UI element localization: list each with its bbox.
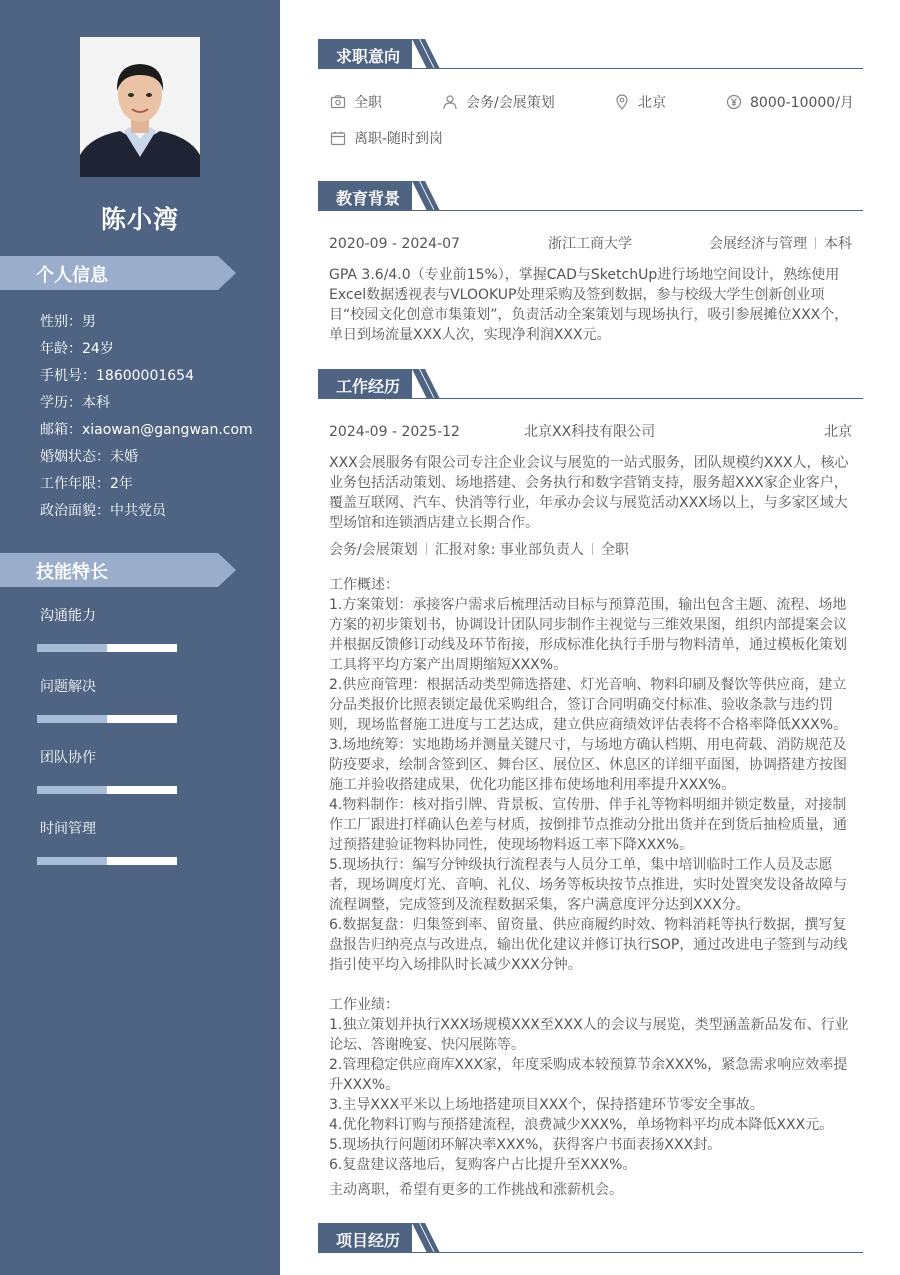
info-political: 政治面貌：中共党员 — [40, 503, 166, 519]
intent-status-text: 离职-随时到岗 — [354, 131, 444, 147]
skill-bar — [37, 715, 177, 723]
education-school: 浙江工商大学 — [548, 236, 632, 252]
work-detail-line: 4.物料制作：核对指引牌、背景板、宣传册、伴手礼等物料明细并锁定数量，对接制作工厂跟进打样确认色差与材质，按倒排节点推动分批出货并在到货后抽检质量，通过预搭建验证物料协同性，使现场物料返工率下降XXX%。 — [329, 797, 847, 853]
slash-decoration-icon — [410, 1220, 444, 1254]
section-header-intent — [318, 36, 863, 70]
info-email: 邮箱：xiaowan@gangwan.com — [40, 422, 253, 438]
yen-icon — [726, 94, 742, 110]
candidate-name: 陈小湾 — [100, 205, 179, 234]
section-tab — [318, 1223, 412, 1253]
work-detail-line: 3.主导XXX平米以上场地搭建项目XXX个，保持搭建环节零安全事故。 — [329, 1097, 764, 1113]
work-detail-line — [329, 975, 854, 995]
work-tags — [329, 540, 629, 560]
education-desc-text: GPA 3.6/4.0（专业前15%），掌握CAD与SketchUp进行场地空间设计，熟练使用Excel数据透视表与VLOOKUP处理采购及签到数据，参与校级大学生创新创业项目“校园文化创意市集策划”，负责活动全案策划与现场执行，吸引参展摊位XXX个，单日到场流量XXX人次，实现净利润XXX元。 — [329, 267, 849, 343]
intent-salary-text: 8000-10000/月 — [750, 95, 854, 111]
work-company-desc-text: XXX会展服务有限公司专注企业会议与展览的一站式服务，团队规模约XXX人，核心业务包括活动策划、场地搭建、会务执行和数字营销支持，服务超XXX家企业客户，覆盖互联网、汽车、快消等行业，年承办会议与展览活动XXX场以上，与多家区域大型场馆和连锁酒店建立长期合作。 — [329, 455, 849, 531]
separator — [815, 237, 816, 249]
section-title: 工作经历 — [336, 377, 401, 396]
slash-decoration-icon — [410, 36, 444, 70]
section-header-work — [318, 366, 863, 400]
intent-type-text: 全职 — [354, 95, 382, 111]
work-detail-line: 工作概述： — [329, 577, 399, 593]
skill-level-fill — [37, 786, 107, 794]
info-age: 年龄：24岁 — [40, 341, 114, 357]
work-detail-line: 1.独立策划并执行XXX场规模XXX至XXX人的会议与展览，类型涵盖新品发布、行业论坛、答谢晚宴、快闪展陈等。 — [329, 1017, 849, 1053]
education-degree: 本科 — [824, 236, 852, 252]
skill-level-fill — [37, 715, 107, 723]
info-marital: 婚姻状态：未婚 — [40, 449, 138, 465]
location-icon — [614, 94, 630, 110]
work-leave-reason: 主动离职，希望有更多的工作挑战和涨薪机会。 — [329, 1182, 623, 1198]
section-tab — [318, 39, 412, 69]
work-detail-line: 6.复盘建议落地后，复购客户占比提升至XXX%。 — [329, 1157, 637, 1173]
intent-type — [330, 93, 382, 113]
work-detail-line: 2.供应商管理：根据活动类型筛选搭建、灯光音响、物料印刷及餐饮等供应商，建立分品类报价比照表锁定最优采购组合，签订合同明确交付标准、验收条款与违约罚则，现场监督施工进度与工艺达成，建立供应商绩效评估表将不合格率降低XXX%。 — [329, 677, 848, 733]
separator — [592, 543, 593, 555]
skill-item — [40, 820, 96, 838]
skill-item — [40, 749, 96, 767]
work-detail-line: 工作业绩： — [329, 997, 399, 1013]
intent-position — [442, 93, 555, 113]
profile-photo — [80, 37, 200, 177]
skill-name: 时间管理 — [40, 821, 96, 837]
skill-bar — [37, 786, 177, 794]
portfolio-icon — [330, 94, 346, 110]
skill-name: 问题解决 — [40, 679, 96, 695]
work-details — [329, 575, 854, 1175]
work-detail-line: 4.优化物料订购与预搭建流程，浪费减少XXX%，单场物料平均成本降低XXX元。 — [329, 1117, 834, 1133]
intent-status — [330, 129, 443, 149]
info-education: 学历：本科 — [40, 395, 110, 411]
personal-info-list — [40, 309, 253, 525]
section-header-education — [318, 178, 863, 212]
work-detail-line: 2.管理稳定供应商库XXX家，年度采购成本较预算节余XXX%，紧急需求响应效率提升XXX%。 — [329, 1057, 848, 1093]
section-tab — [318, 369, 412, 399]
section-title: 教育背景 — [336, 189, 401, 208]
info-gender: 性别：男 — [40, 314, 96, 330]
skill-name: 团队协作 — [40, 750, 96, 766]
section-title-personal-info — [0, 256, 218, 290]
section-header-project — [318, 1220, 863, 1254]
skill-item — [40, 678, 96, 696]
section-title-text: 个人信息 — [36, 265, 108, 286]
portrait-image — [80, 37, 200, 177]
work-detail-line: 5.现场执行：编写分钟级执行流程表与人员分工单，集中培训临时工作人员及志愿者，现场调度灯光、音响、礼仪、场务等板块按节点推进，实时处置突发设备故障与流程调整，完成签到及流程数据采集，客户满意度评分达到XXX分。 — [329, 857, 847, 913]
calendar-icon — [330, 130, 346, 146]
education-major-degree — [709, 234, 852, 254]
section-tab — [318, 181, 412, 211]
intent-city-text: 北京 — [638, 95, 666, 111]
work-company: 北京XX科技有限公司 — [524, 424, 656, 440]
skill-name: 沟通能力 — [40, 608, 96, 624]
intent-position-text: 会务/会展策划 — [466, 95, 555, 111]
work-tag-type: 全职 — [600, 542, 629, 558]
education-major: 会展经济与管理 — [709, 236, 807, 252]
skill-item — [40, 607, 96, 625]
work-company-description — [329, 453, 854, 533]
skill-level-fill — [37, 644, 107, 652]
sidebar — [0, 0, 280, 1275]
skill-bar — [37, 857, 177, 865]
intent-city — [614, 93, 666, 113]
work-tag-position: 会务/会展策划 — [329, 542, 418, 558]
intent-salary — [726, 93, 854, 113]
section-title-skills — [0, 553, 218, 587]
work-city: 北京 — [824, 424, 852, 440]
education-period: 2020-09 - 2024-07 — [329, 236, 460, 252]
slash-decoration-icon — [410, 366, 444, 400]
education-description — [329, 265, 854, 345]
work-detail-line: 5.现场执行问题闭环解决率XXX%，获得客户书面表扬XXX封。 — [329, 1137, 722, 1153]
work-detail-line: 6.数据复盘：归集签到率、留资量、供应商履约时效、物料消耗等执行数据，撰写复盘报告归纳亮点与改进点，输出优化建议并修订执行SOP，通过改进电子签到与动线指引使平均入场排队时长减少XXX分钟。 — [329, 917, 848, 973]
section-title: 求职意向 — [336, 47, 401, 66]
separator — [426, 543, 427, 555]
skill-level-fill — [37, 857, 107, 865]
section-title-text: 技能特长 — [36, 562, 108, 583]
work-detail-line: 1.方案策划：承接客户需求后梳理活动目标与预算范围，输出包含主题、流程、场地方案的初步策划书，协调设计团队同步制作主视觉与三维效果图，组织内部提案会议并根据反馈修订动线及环节衔接，形成标准化执行手册与物料清单，通过模板化策划工具将平均方案产出周期缩短XXX%。 — [329, 597, 847, 673]
work-detail-line: 3.场地统筹：实地勘场并测量关键尺寸，与场地方确认档期、用电荷载、消防规范及防疫要求，绘制含签到区、舞台区、展位区、休息区的详细平面图，协调搭建方按图施工并验收搭建成果，优化功能区排布使场地利用率提升XXX%。 — [329, 737, 847, 793]
work-tag-report: 汇报对象: 事业部负责人 — [434, 542, 584, 558]
section-title: 项目经历 — [336, 1231, 401, 1250]
slash-decoration-icon — [410, 178, 444, 212]
user-icon — [442, 94, 458, 110]
info-phone: 手机号：18600001654 — [40, 368, 194, 384]
info-experience-years: 工作年限：2年 — [40, 476, 133, 492]
work-period: 2024-09 - 2025-12 — [329, 424, 460, 440]
skill-bar — [37, 644, 177, 652]
